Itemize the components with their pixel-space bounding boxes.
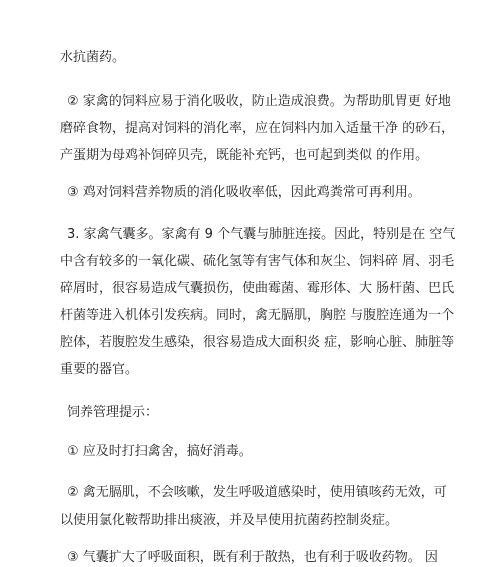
text-line: ② 家禽的饲料应易于消化吸收，防止造成浪费。为帮助肌胃更 好地 xyxy=(67,94,451,109)
text-line: 3. 家禽气囊多。家禽有 9 个气囊与肺脏连接。因此，特别是在 空气 xyxy=(67,227,456,242)
text-line: ③ 气囊扩大了呼吸面积，既有利于散热，也有利于吸收药物。 因 xyxy=(67,550,438,565)
text-line: 腔体，若腹腔发生感染，很容易造成大面积炎 症，影响心脏、肺脏等 xyxy=(60,335,455,350)
text-line: ③ 鸡对饲料营养物质的消化吸收率低，因此鸡粪常可再利用。 xyxy=(67,185,421,200)
text-line: ② 禽无膈肌，不会咳嗽，发生呼吸道感染时，使用镇咳药无效，可 xyxy=(67,485,447,500)
section-heading: 饲养管理提示： xyxy=(67,405,159,420)
text-line: 产蛋期为母鸡补饲碎贝壳，既能补充钙，也可起到类似 的作用。 xyxy=(60,148,429,163)
text-line: 以使用氯化鞍帮助排出痰液，并及早使用抗菌药控制炎症。 xyxy=(60,513,399,528)
text-line: 水抗菌药。 xyxy=(60,50,126,65)
text-line: 杆菌等进入机体引发疾病。同时，禽无膈肌，胸腔 与腹腔连通为一个 xyxy=(60,308,455,323)
text-line: ① 应及时打扫禽舍，搞好消毒。 xyxy=(67,444,252,459)
text-line: 碎屑时，很容易造成气囊损伤，使曲霉菌、霉形体、大 肠杆菌、巴氏 xyxy=(60,281,455,296)
text-line: 磨碎食物，提高对饲料的消化率，应在饲料内加入适量干净 的砂石， xyxy=(60,121,455,136)
text-line: 中含有较多的一氧化碳、硫化氢等有害气体和灰尘、饲料碎 屑、羽毛 xyxy=(60,254,455,269)
text-line: 重要的器官。 xyxy=(60,362,139,377)
